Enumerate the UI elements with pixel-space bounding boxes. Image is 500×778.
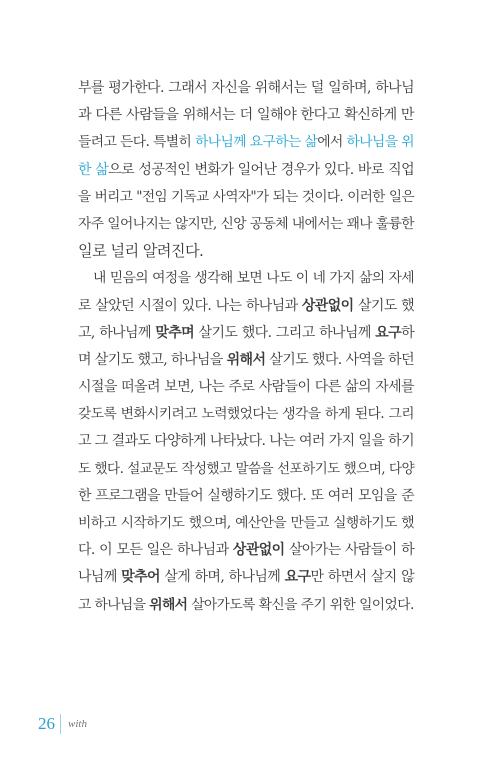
text-line [78, 428, 414, 455]
text-line [78, 374, 414, 401]
text-span: 으로 성공적인 변화가 일어난 경우가 있다. 바로 직업 [108, 161, 414, 178]
text-span: 들려고 든다. 특별히 [78, 134, 196, 151]
text-line [78, 347, 414, 374]
text-line [78, 102, 414, 129]
text-span: 살기도 했 [353, 297, 414, 314]
footer-divider [60, 714, 61, 734]
text-span: 을 버리고 "전임 기독교 사역자"가 되는 것이다. 이러한 일은 [78, 188, 414, 205]
text-span: 나님께 [78, 569, 122, 586]
text-span: 하 [401, 324, 414, 341]
text-line [78, 320, 414, 347]
text-span: 다. 이 모든 일은 하나님과 [78, 542, 233, 559]
text-span: 자주 일어나지는 않지만, 신앙 공동체 내에서는 꽤나 훌륭한 [78, 215, 414, 232]
text-line [78, 184, 414, 211]
text-line [78, 75, 414, 102]
text-line [78, 129, 414, 156]
text-span: 시절을 떠올려 보면, 나는 주로 사람들이 다른 삶의 자세를 [78, 379, 414, 396]
text-span: 고, 하나님께 [78, 324, 156, 341]
text-span: 부를 평가한다. 그래서 자신을 위해서는 덜 일하며, 하나님 [78, 80, 414, 96]
emphasis-word: 맞추며 [155, 324, 195, 341]
emphasis-word: 위해서 [226, 351, 266, 368]
text-line [78, 483, 414, 510]
text-span: 만 하면서 살지 않 [310, 569, 414, 586]
text-line [78, 456, 414, 483]
text-line [78, 592, 414, 619]
emphasis-word: 요구 [375, 324, 402, 341]
highlight-phrase: 한 삶 [78, 161, 109, 178]
text-line [78, 564, 414, 591]
text-span: 에서 [317, 134, 347, 151]
text-span: 갖도록 변화시키려고 노력했었다는 생각을 하게 된다. 그리 [78, 406, 414, 423]
body-text [78, 75, 414, 619]
highlight-phrase: 하나님께 요구하는 삶 [195, 134, 318, 151]
text-span: 살아가도록 확신을 주기 위한 일이었다. [187, 596, 414, 613]
text-span: 비하고 시작하기도 했으며, 예산안을 만들고 실행하기도 했 [78, 515, 414, 531]
text-span: 한 프로그램을 만들어 실행하기도 했다. 또 여러 모임을 준 [78, 487, 414, 504]
highlight-phrase: 하나님을 위 [346, 134, 414, 151]
text-line [78, 537, 414, 564]
text-span: 며 살기도 했고, 하나님을 [78, 351, 227, 368]
emphasis-word: 맞추어 [121, 569, 160, 586]
text-span: 일로 널리 알려진다. [78, 242, 204, 261]
text-line [78, 211, 414, 238]
text-line [78, 401, 414, 428]
page-footer [38, 712, 87, 736]
text-span: 살게 하며, 하나님께 [159, 569, 285, 586]
emphasis-word: 상관없이 [301, 297, 354, 314]
text-span: 고 하나님을 [78, 596, 150, 613]
emphasis-word: 요구 [284, 569, 311, 586]
text-span: 살기도 했다. 사역을 하던 [265, 351, 414, 368]
emphasis-word: 상관없이 [232, 542, 285, 559]
text-span: 고 그 결과도 다양하게 나타났다. 나는 여러 가지 일을 하기 [78, 433, 414, 450]
text-span: 과 다른 사람들을 위해서는 더 일해야 한다고 확신하게 만 [78, 107, 414, 124]
paragraph-start-line [78, 265, 414, 292]
text-line [78, 238, 414, 265]
text-span: 살아가는 사람들이 하 [284, 542, 414, 559]
text-span: 내 믿음의 여정을 생각해 보면 나도 이 네 가지 삶의 자세 [93, 270, 414, 287]
text-line [78, 157, 414, 184]
emphasis-word: 위해서 [149, 596, 188, 613]
text-line [78, 510, 414, 537]
text-span: 로 살았던 시절이 있다. 나는 하나님과 [78, 297, 302, 314]
footer-label: with [68, 718, 87, 730]
text-span: 살기도 했다. 그리고 하나님께 [194, 324, 376, 341]
text-span: 도 했다. 설교문도 작성했고 말씀을 선포하기도 했으며, 다양 [78, 460, 414, 477]
text-line [78, 293, 414, 320]
page-number: 26 [38, 714, 55, 733]
